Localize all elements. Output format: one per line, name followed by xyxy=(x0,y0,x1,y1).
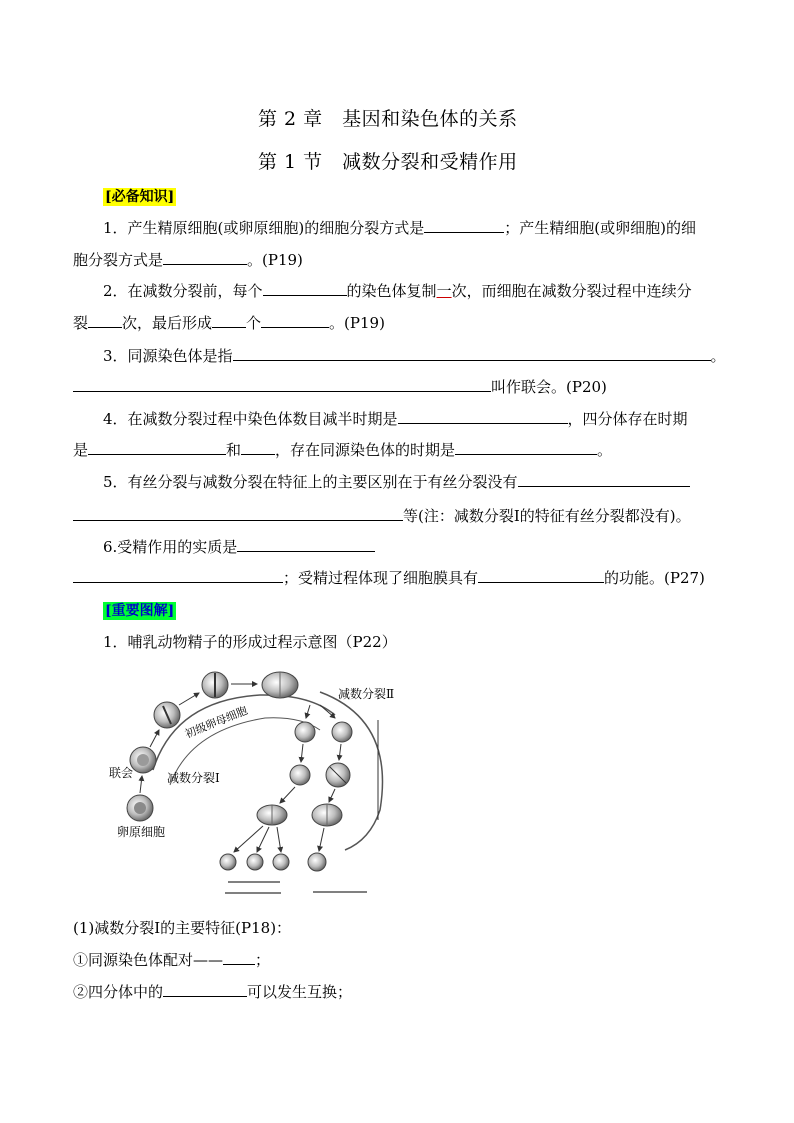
arrow-12 xyxy=(257,827,269,852)
q4-text-f: 。 xyxy=(597,441,613,459)
q2-text-c: 一 xyxy=(436,282,452,300)
q1-blank-1[interactable] xyxy=(424,218,504,233)
arrow-6 xyxy=(320,705,335,718)
q2-text-a: 2．在减数分裂前，每个 xyxy=(103,282,263,300)
metaphase2-cell-a xyxy=(290,765,310,785)
q6-blank-3[interactable] xyxy=(478,568,604,583)
spermatid-4 xyxy=(308,853,326,871)
arrow-7 xyxy=(301,744,303,762)
q1-text-d: 。(P19) xyxy=(247,251,303,269)
q4-blank-2[interactable] xyxy=(88,440,226,455)
secondary-cell-a xyxy=(295,722,315,742)
question-5-line-2 xyxy=(73,506,691,526)
item2-blank[interactable] xyxy=(163,982,247,997)
question-1-line-1 xyxy=(103,218,696,238)
q1-text-b: ；产生精细胞(或卵细胞)的细 xyxy=(504,219,696,237)
arrow-3 xyxy=(179,693,199,705)
metaphase2-cell-b xyxy=(326,763,350,787)
q2-blank-3[interactable] xyxy=(212,313,246,328)
q4-text-c: 是 xyxy=(73,441,89,459)
q4-blank-3[interactable] xyxy=(241,440,275,455)
anaphase1-cell xyxy=(262,672,298,698)
feature-item-1 xyxy=(73,950,270,970)
item1-text-b: ； xyxy=(255,951,271,969)
question-6-line-2 xyxy=(73,568,705,588)
figures-tag xyxy=(103,600,176,620)
question-5-line-1 xyxy=(103,472,690,492)
q1-text-c: 胞分裂方式是 xyxy=(73,251,164,269)
question-2-line-2 xyxy=(73,313,385,333)
oogonium-cell xyxy=(127,795,153,821)
label-primary-oocyte: 初级卵母细胞 xyxy=(183,704,250,741)
label-synapsis: 联会 xyxy=(109,766,134,780)
item2-text-a: ②四分体中的 xyxy=(73,983,164,1001)
figures-tag-label: [重要图解] xyxy=(105,603,175,619)
metaphase1-cell xyxy=(202,672,228,698)
q4-blank-4[interactable] xyxy=(455,440,597,455)
q2-text-f: 次，最后形成 xyxy=(122,314,213,332)
q4-text-d: 和 xyxy=(226,441,242,459)
chapter-title: 第 2 章 基因和染色体的关系 xyxy=(258,108,518,130)
question-4-line-2 xyxy=(73,440,612,460)
q3-text-b: 。 xyxy=(710,347,726,365)
arrow-10 xyxy=(329,789,335,802)
q4-text-e: ，存在同源染色体的时期是 xyxy=(275,441,456,459)
q2-text-h: 。(P19) xyxy=(329,314,385,332)
arrow-5 xyxy=(306,705,310,718)
question-3-line-1 xyxy=(103,346,726,366)
label-meiosis2: 减数分裂Ⅱ xyxy=(338,687,395,701)
q6-text-c: 的功能。(P27) xyxy=(604,569,705,587)
subsection-1-heading: (1)减数分裂Ⅰ的主要特征(P18)： xyxy=(73,919,292,937)
knowledge-tag-label: [必备知识] xyxy=(105,189,175,205)
q2-blank-1[interactable] xyxy=(263,281,347,296)
anaphase2-cell-a xyxy=(257,805,287,825)
knowledge-tag xyxy=(103,186,176,206)
question-6-line-1 xyxy=(103,537,375,557)
q4-text-a: 4．在减数分裂过程中染色体数目减半时期是 xyxy=(103,410,398,428)
arrow-1 xyxy=(140,776,142,793)
q3-text-c: 叫作联会。(P20) xyxy=(491,378,607,396)
anaphase2-cell-b xyxy=(312,804,342,826)
question-4-line-1 xyxy=(103,409,688,429)
arrow-8 xyxy=(339,744,341,760)
question-3-line-2 xyxy=(73,377,607,397)
item1-text-a: ①同源染色体配对—— xyxy=(73,951,224,969)
q2-text-b: 的染色体复制 xyxy=(346,282,437,300)
q6-blank-1[interactable] xyxy=(237,537,375,552)
q2-blank-4[interactable] xyxy=(261,313,329,328)
arrow-14 xyxy=(319,828,324,851)
q5-blank-1[interactable] xyxy=(518,472,690,487)
q4-blank-1[interactable] xyxy=(398,409,568,424)
synapsis-cell xyxy=(130,747,156,773)
q5-blank-2[interactable] xyxy=(73,506,403,521)
q2-text-e: 裂 xyxy=(73,314,89,332)
q3-blank-2[interactable] xyxy=(73,377,491,392)
q1-blank-2[interactable] xyxy=(163,250,247,265)
label-meiosis1: 减数分裂Ⅰ xyxy=(167,771,220,785)
q2-text-d: 次，而细胞在减数分裂过程中连续分 xyxy=(451,282,692,300)
q1-text-a: 1．产生精原细胞(或卵原细胞)的细胞分裂方式是 xyxy=(103,219,425,237)
arrow-13 xyxy=(277,827,281,852)
q6-text-a: 6.受精作用的实质是 xyxy=(103,538,238,556)
q5-text-b: 等(注：减数分裂Ⅰ的特征有丝分裂都没有)。 xyxy=(403,507,691,525)
item2-text-b: 可以发生互换； xyxy=(247,983,353,1001)
tetrad-cell xyxy=(154,702,180,728)
secondary-cell-b xyxy=(332,722,352,742)
q2-blank-2[interactable] xyxy=(88,313,122,328)
q6-blank-2[interactable] xyxy=(73,568,283,583)
item1-blank[interactable] xyxy=(223,950,255,965)
feature-item-2 xyxy=(73,982,352,1002)
arrow-9 xyxy=(280,787,295,803)
figure-1-caption: 1．哺乳动物精子的形成过程示意图（P22） xyxy=(103,633,397,651)
q2-text-g: 个 xyxy=(246,314,262,332)
question-2-line-1 xyxy=(103,281,692,301)
q6-text-b: ；受精过程体现了细胞膜具有 xyxy=(283,569,479,587)
spermatid-3 xyxy=(273,854,289,870)
spermatid-1 xyxy=(220,854,236,870)
question-1-line-2 xyxy=(73,250,303,270)
q4-text-b: ，四分体存在时期 xyxy=(567,410,688,428)
q3-text-a: 3．同源染色体是指 xyxy=(103,347,233,365)
q3-blank-1[interactable] xyxy=(233,346,711,361)
arrow-2 xyxy=(150,730,159,747)
label-oogonium: 卵原细胞 xyxy=(117,825,166,839)
section-title: 第 1 节 减数分裂和受精作用 xyxy=(258,151,518,173)
spermatid-2 xyxy=(247,854,263,870)
spermatogenesis-diagram xyxy=(95,660,405,900)
q5-text-a: 5．有丝分裂与减数分裂在特征上的主要区别在于有丝分裂没有 xyxy=(103,473,518,491)
